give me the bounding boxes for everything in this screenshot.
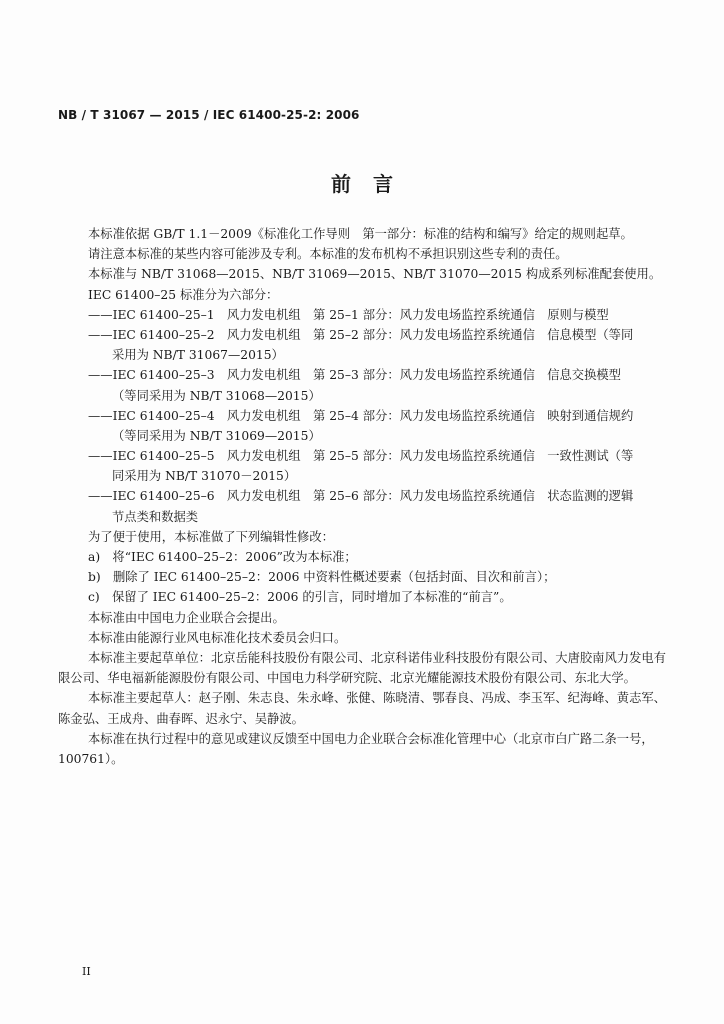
edit-item-c: c) 保留了 IEC 61400–25–2：2006 的引言，同时增加了本标准的“前言”。	[88, 590, 512, 605]
paragraph-drafting-units: 本标准主要起草单位：北京岳能科技股份有限公司、北京科诺伟业科技股份有限公司、大唐胶南风力发电有限公司、华电福新能源股份有限公司、中国电力科学研究院、北京光耀能源技术股份有限公司、东北大学。	[58, 650, 666, 686]
part-item-2-cont: 采用为 NB/T 31067—2015）	[112, 348, 284, 363]
paragraph-series-standards: 本标准与 NB/T 31068—2015、NB/T 31069—2015、NB/T 31070—2015 构成系列标准配套使用。	[88, 267, 662, 282]
paragraph-drafters: 本标准主要起草人：赵子刚、朱志良、朱永峰、张健、陈晓清、鄂春良、冯成、李玉军、纪海峰、黄志军、陈金弘、王成舟、曲春晖、迟永宁、吴静波。	[58, 691, 666, 726]
page-number: II	[82, 965, 91, 978]
edit-item-a: a) 将“IEC 61400–25–2：2006”改为本标准；	[88, 550, 357, 564]
paragraph-patent-notice: 请注意本标准的某些内容可能涉及专利。本标准的发布机构不承担识别这些专利的责任。	[88, 247, 568, 262]
part-item-3: ——IEC 61400–25–3 风力发电机组 第 25–3 部分：风力发电场监控系统通信 信息交换模型	[88, 368, 621, 383]
part-item-6: ——IEC 61400–25–6 风力发电机组 第 25–6 部分：风力发电场监控系统通信 状态监测的逻辑	[88, 489, 634, 504]
part-item-4: ——IEC 61400–25–4 风力发电机组 第 25–4 部分：风力发电场监控系统通信 映射到通信规约	[88, 408, 634, 423]
paragraph-parts-intro: IEC 61400–25 标准分为六部分：	[88, 287, 279, 302]
page-title: 前言	[331, 172, 415, 196]
part-item-4-cont: （等同采用为 NB/T 31069—2015）	[112, 428, 321, 443]
paragraph-edits-intro: 为了便于使用，本标准做了下列编辑性修改：	[88, 529, 334, 544]
paragraph-feedback: 本标准在执行过程中的意见或建议反馈至中国电力企业联合会标准化管理中心（北京市白广路二条一号，100761）。	[58, 731, 654, 766]
part-item-2: ——IEC 61400–25–2 风力发电机组 第 25–2 部分：风力发电场监控系统通信 信息模型（等同	[88, 327, 634, 342]
part-item-3-cont: （等同采用为 NB/T 31068—2015）	[112, 388, 321, 403]
paragraph-drafting-rules: 本标准依据 GB/T 1.1－2009《标准化工作导则 第一部分：标准的结构和编写》给定的规则起草。	[88, 227, 633, 241]
paragraph-managed-by: 本标准由能源行业风电标准化技术委员会归口。	[88, 630, 347, 645]
edit-item-b: b) 删除了 IEC 61400–25–2：2006 中资料性概述要素（包括封面、目次和前言）；	[88, 570, 556, 585]
part-item-6-cont: 节点类和数据类	[112, 509, 199, 524]
paragraph-proposed-by: 本标准由中国电力企业联合会提出。	[88, 610, 285, 625]
standard-number-header: NB / T 31067 — 2015 / IEC 61400-25-2: 2006	[58, 108, 360, 122]
part-item-1: ——IEC 61400–25–1 风力发电机组 第 25–1 部分：风力发电场监控系统通信 原则与模型	[88, 307, 609, 322]
part-item-5-cont: 同采用为 NB/T 31070－2015）	[112, 469, 297, 484]
foreword-body	[58, 224, 666, 769]
part-item-5: ——IEC 61400–25–5 风力发电机组 第 25–5 部分：风力发电场监控系统通信 一致性测试（等	[88, 449, 634, 464]
